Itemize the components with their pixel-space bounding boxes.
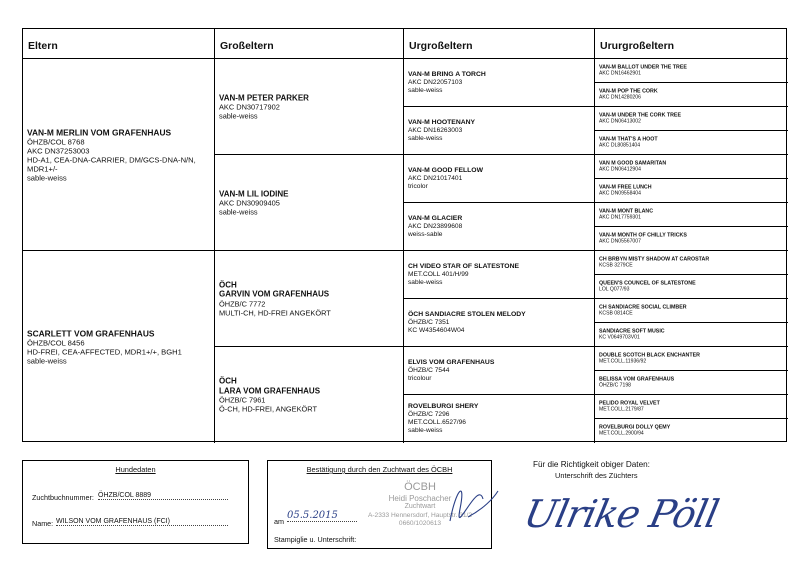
studbook-label: Zuchtbuchnummer: [32,493,94,502]
dog-entry [599,136,786,149]
dog-name: PELIDO ROYAL VELVET [599,400,660,407]
dog-detail: AKC DN21017401 [408,174,463,182]
dog-entry [599,208,786,221]
great-grandparents-cell [404,59,595,107]
dog-entry [599,88,786,101]
dog-name: CH BRBYN MISTY SHADOW AT CAROSTAR [599,256,710,263]
dog-detail: AKC DN14280206 [599,94,641,101]
date-value: 05.5.2015 [287,510,357,522]
great-great-grandparents-cell [595,131,788,155]
dog-entry [599,160,786,173]
dog-entry [599,328,786,341]
dog-detail: KCSB 3279CE [599,262,633,269]
dog-detail: sable-weiss [27,173,67,182]
dog-detail: KC V0649703V01 [599,334,640,341]
stamp-line: 0660/1020613 [398,519,442,527]
stamp-label: Stampiglie u. Unterschrift: [274,535,357,544]
dog-detail: sable-weiss [408,134,443,142]
dog-entry [599,425,786,438]
dog-detail: ÖHZB/C 7961 [219,395,266,405]
great-great-grandparents-cell [595,107,788,131]
dog-name: ÖCH [219,280,237,289]
dog-entry [408,359,592,383]
dog-name: SCARLETT VOM GRAFENHAUS [27,328,155,339]
stamp-line: ÖCBH [404,481,436,493]
dog-detail: AKC DN09558404 [599,190,641,197]
dog-detail: ÖHZB/C 7296 [408,411,450,418]
breeder-signature: Ulrike Pöll [520,492,722,536]
dog-name: VAN-M POP THE CORK [599,88,658,95]
dog-detail: HD-FREI, CEA-AFFECTED, MDR1+/+, BGH1 [27,347,182,357]
dog-name: VAN-M THAT'S A HOOT [599,136,658,143]
great-grandparents-cell [404,347,595,395]
great-great-grandparents-cell [595,419,788,443]
dog-detail: MET.COLL.6527/96 [408,419,466,426]
dog-detail: MET.COLL.11936/92 [599,358,647,365]
dog-detail: MET.COLL.2900/94 [599,431,644,438]
great-grandparents-cell [404,107,595,155]
pedigree-table [22,28,787,442]
dog-entry [408,167,592,191]
dog-name: SANDIACRE SOFT MUSIC [599,328,665,335]
great-great-grandparents-cell [595,299,788,323]
header-grandparents: Großeltern [215,29,404,59]
dog-detail: ÖHZB/C 7351 [408,318,450,326]
dog-entry [408,263,592,287]
dog-detail: sable-weiss [27,356,67,366]
date-label: am [274,517,284,526]
dog-name: VAN-M FREE LUNCH [599,184,652,191]
dog-entry [599,64,786,77]
dog-detail: MET.COLL.2179/87 [599,406,644,413]
parents-cell [23,251,215,443]
great-great-grandparents-cell [595,395,788,419]
dog-name: BELISSA VOM GRAFENHAUS [599,376,675,383]
dog-detail: tricolor [408,182,428,190]
dog-name: GARVIN VOM GRAFENHAUS [219,289,330,299]
dog-entry [219,280,401,317]
dog-entry [408,403,592,435]
dog-detail: AKC DN16462901 [599,70,641,77]
dog-entry [599,376,786,389]
dog-detail: AKC DN16263003 [408,126,463,134]
great-great-grandparents-cell [595,227,788,251]
parents-cell [23,59,215,251]
great-grandparents-cell [404,251,595,299]
dog-name: VAN-M BALLOT UNDER THE TREE [599,64,687,71]
dog-name: VAN-M LIL IODINE [219,188,289,198]
great-grandparents-cell [404,155,595,203]
dog-name: VAN-M BRING A TORCH [408,70,486,78]
great-great-grandparents-cell [595,323,788,347]
dog-detail: sable-weiss [219,111,258,121]
dog-name: VAN-M MONT BLANC [599,208,654,215]
grandparents-cell [215,155,404,251]
great-great-grandparents-cell [595,83,788,107]
dog-detail: AKC DN37253003 [27,146,90,155]
dog-entry [599,112,786,125]
great-great-grandparents-cell [595,275,788,299]
great-great-grandparents-cell [595,155,788,179]
dog-detail: AKC DL80851404 [599,142,641,149]
dog-name: VAN-M HOOTENANY [408,118,476,126]
dog-detail: AKC DN05567007 [599,238,641,245]
dog-name: CH SANDIACRE SOCIAL CLIMBER [599,304,687,311]
signature-caption: Für die Richtigkeit obiger Daten: [533,460,650,469]
dog-detail: ÖHZB/COL 8456 [27,338,85,348]
studbook-value: ÖHZB/COL 8889 [98,492,228,500]
dog-detail: sable-weiss [408,86,443,94]
dog-entry [408,71,592,95]
dog-name-value: WILSON VOM GRAFENHAUS (FCI) [56,518,228,526]
header-great-great-grandparents: Ururgroßeltern [595,29,788,59]
dog-entry [599,256,786,269]
dog-detail: AKC DN22057103 [408,78,463,86]
dog-name: VAN-M MONTH OF CHILLY TRICKS [599,232,687,239]
dog-detail: ÖHZB/C 7772 [219,299,266,308]
dog-entry [599,280,786,293]
great-grandparents-cell [404,299,595,347]
dog-entry [219,377,401,414]
dog-detail: weiss-sable [408,230,443,238]
dog-detail: AKC DN06412904 [599,166,641,173]
stamp-line: Zuchtwart [404,503,436,510]
dog-name: DOUBLE SCOTCH BLACK ENCHANTER [599,352,700,359]
dog-name: VAN-M UNDER THE CORK TREE [599,112,682,119]
dog-name: LARA VOM GRAFENHAUS [219,386,321,395]
dog-detail: sable-weiss [219,207,258,217]
dog-entry [408,119,592,143]
dog-entry [599,352,786,365]
dog-name: CH VIDEO STAR OF SLATESTONE [408,262,520,270]
dog-detail: ÖHZB/C 7198 [599,382,631,389]
dog-detail: ÖHZB/COL 8768 [27,137,85,146]
dog-data-box [22,460,249,544]
dog-name: ÖCH SANDIACRE STOLEN MELODY [408,310,526,318]
dog-name-label: Name: [32,519,54,528]
dog-detail: MET.COLL 401/H/99 [408,270,469,278]
dog-detail: sable-weiss [408,278,443,286]
dog-detail: tricolour [408,374,432,382]
dog-name: ROVELBURGI SHERY [408,403,479,410]
great-great-grandparents-cell [595,371,788,395]
dog-detail: AKC DN30909405 [219,198,280,208]
dog-entry [219,189,401,217]
dog-detail: AKC DN17759301 [599,214,641,221]
dog-name: ROVELBURGI DOLLY QEMY [599,424,671,431]
dog-entry [408,311,592,335]
great-great-grandparents-cell [595,251,788,275]
grandparents-cell [215,59,404,155]
header-parents: Eltern [23,29,215,59]
dog-data-title: Hundedaten [115,465,156,474]
header-great-grandparents: Urgroßeltern [404,29,595,59]
dog-name: VAN-M PETER PARKER [219,92,309,102]
dog-name: QUEEN'S COUNCEL OF SLATESTONE [599,280,696,287]
dog-name: VAN-M MERLIN VOM GRAFENHAUS [27,127,172,137]
great-great-grandparents-cell [595,203,788,227]
great-grandparents-cell [404,395,595,443]
dog-entry [27,127,212,182]
signature-subcaption: Unterschrift des Züchters [555,471,638,480]
dog-detail: AKC DN23899608 [408,222,463,230]
confirmation-title: Bestätigung durch den Zuchtwart des ÖCBH [306,465,453,474]
stamp-line: A-2333 Hennersdorf, Hauptstr. 31/2 [367,511,473,519]
grandparents-cell [215,347,404,443]
great-great-grandparents-cell [595,179,788,203]
dog-detail: sable-weiss [408,427,443,434]
dog-detail: AKC DN30717902 [219,102,280,112]
dog-name: ELVIS VOM GRAFENHAUS [408,358,495,366]
dog-detail: HD-A1, CEA-DNA-CARRIER, DM/GCS-DNA-N/N, MDR1+/- [27,155,196,173]
dog-name: VAN-M GLACIER [408,214,463,222]
dog-detail: AKC DN06413002 [599,118,641,125]
dog-entry [599,184,786,197]
great-great-grandparents-cell [595,59,788,83]
stamp-scribble-icon [438,469,508,529]
dog-detail: MULTI-CH, HD-FREI ANGEKÖRT [219,308,331,317]
dog-entry [27,329,212,366]
great-grandparents-cell [404,203,595,251]
dog-entry [408,215,592,239]
dog-entry [599,400,786,413]
dog-detail: KCSB 0814CE [599,310,633,317]
dog-entry [219,93,401,121]
dog-name: VAN M GOOD SAMARITAN [599,160,667,167]
dog-name: VAN-M GOOD FELLOW [408,166,484,174]
breeder-confirmation-box [267,460,492,549]
grandparents-cell [215,251,404,347]
dog-entry [599,232,786,245]
stamp-line: Heidi Poschacher [388,493,452,503]
dog-detail: KC W4354604W04 [408,326,465,334]
dog-name: ÖCH [219,376,237,386]
dog-detail: Ö-CH, HD-FREI, ANGEKÖRT [219,404,318,414]
dog-entry [599,304,786,317]
dog-detail: LOL Q077/93 [599,286,630,293]
dog-detail: ÖHZB/C 7544 [408,366,450,374]
great-great-grandparents-cell [595,347,788,371]
